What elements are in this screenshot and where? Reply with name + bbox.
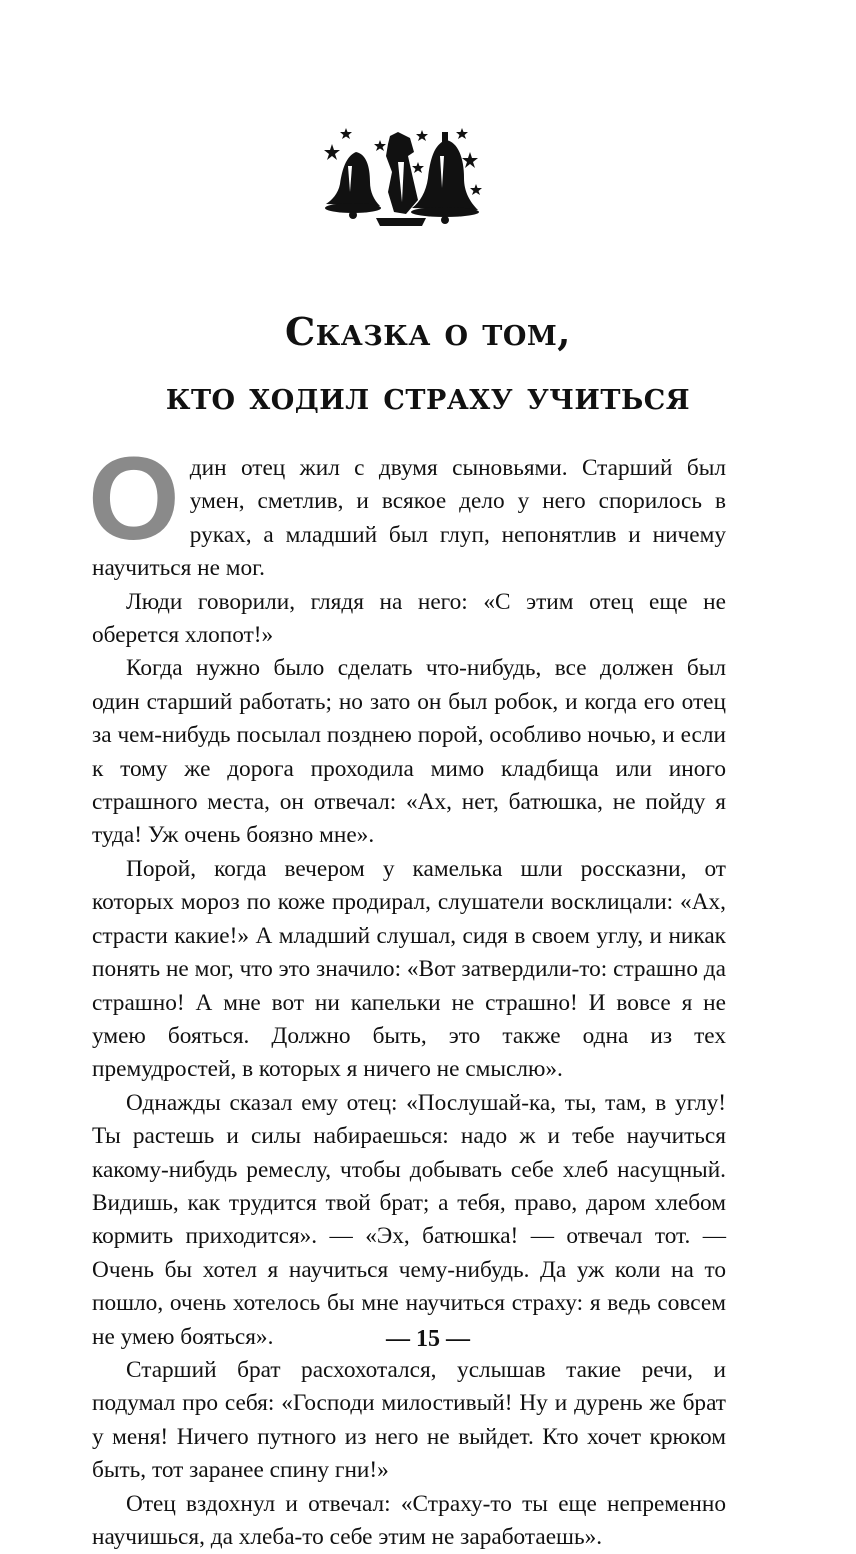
paragraph-5: Однажды сказал ему отец: «Послушай-ка, ты, там, в углу! Ты растешь и силы набираешься: надо ж и тебе научиться какому-нибудь ремеслу, чтобы добывать себе хлеб насущный. Видишь, как трудится твой брат; а тебя, право, даром хлебом кормить приходится». — «Эх, батюшка! — отвечал тот. — Очень бы хотел я научиться чему-нибудь. Да уж коли на то пошло, очень хотелось бы мне научиться страху: я ведь совсем не умею бояться». (92, 1089, 726, 1350)
paragraph-1-text: дин отец жил с двумя сыновьями. Старший был умен, сметлив, и всякое дело у него спорилось в руках, а младший был глуп, непонятлив и ничему научиться не мог. (92, 455, 726, 582)
paragraph-3: Когда нужно было сделать что-нибудь, все должен был один старший работать; но зато он был робок, и когда его отец за чем-нибудь посылал позднею порой, особливо ночью, и если к тому же дорога проходила мимо кладбища или иного страшного места, он отвечал: «Ах, нет, батюшка, не пойду я туда! Уж очень боязно мне». (92, 655, 726, 849)
story-text (88, 433, 726, 1554)
story-title (98, 300, 758, 428)
paragraph-6: Старший брат расхохотался, услышав такие речи, и подумал про себя: «Господи милостивый! Ну и дурень же брат у меня! Ничего путного из него не выйдет. Кто хочет крюком быть, тот заранее спину гни!» (92, 1356, 726, 1484)
bells-and-stars-icon (318, 122, 486, 230)
paragraph-1 (88, 433, 726, 586)
title-line-2: кто ходил страху учиться (165, 373, 691, 418)
paragraph-2: Люди говорили, глядя на него: «С этим отец еще не оберется хлопот!» (92, 588, 726, 649)
paragraph-7: Отец вздохнул и отвечал: «Страху-то ты еще непременно научишься, да хлеба-то себе этим не заработаешь». (92, 1490, 726, 1550)
drop-cap: О (88, 433, 180, 565)
paragraph-4: Порой, когда вечером у камелька шли россказни, от которых мороз по коже продирал, слушатели восклицали: «Ах, страсти какие!» А младший слушал, сидя в своем углу, и никак понять не мог, что это значило: «Вот затвердили-то: страшно да страшно! А мне вот ни капельки не страшно! И вовсе я не умею бояться. Должно быть, это также одна из тех премудростей, в которых я ничего не смыслю». (92, 855, 726, 1083)
title-line-1: Сказка о том, (284, 309, 572, 354)
page-number: — 15 — (386, 1326, 470, 1352)
